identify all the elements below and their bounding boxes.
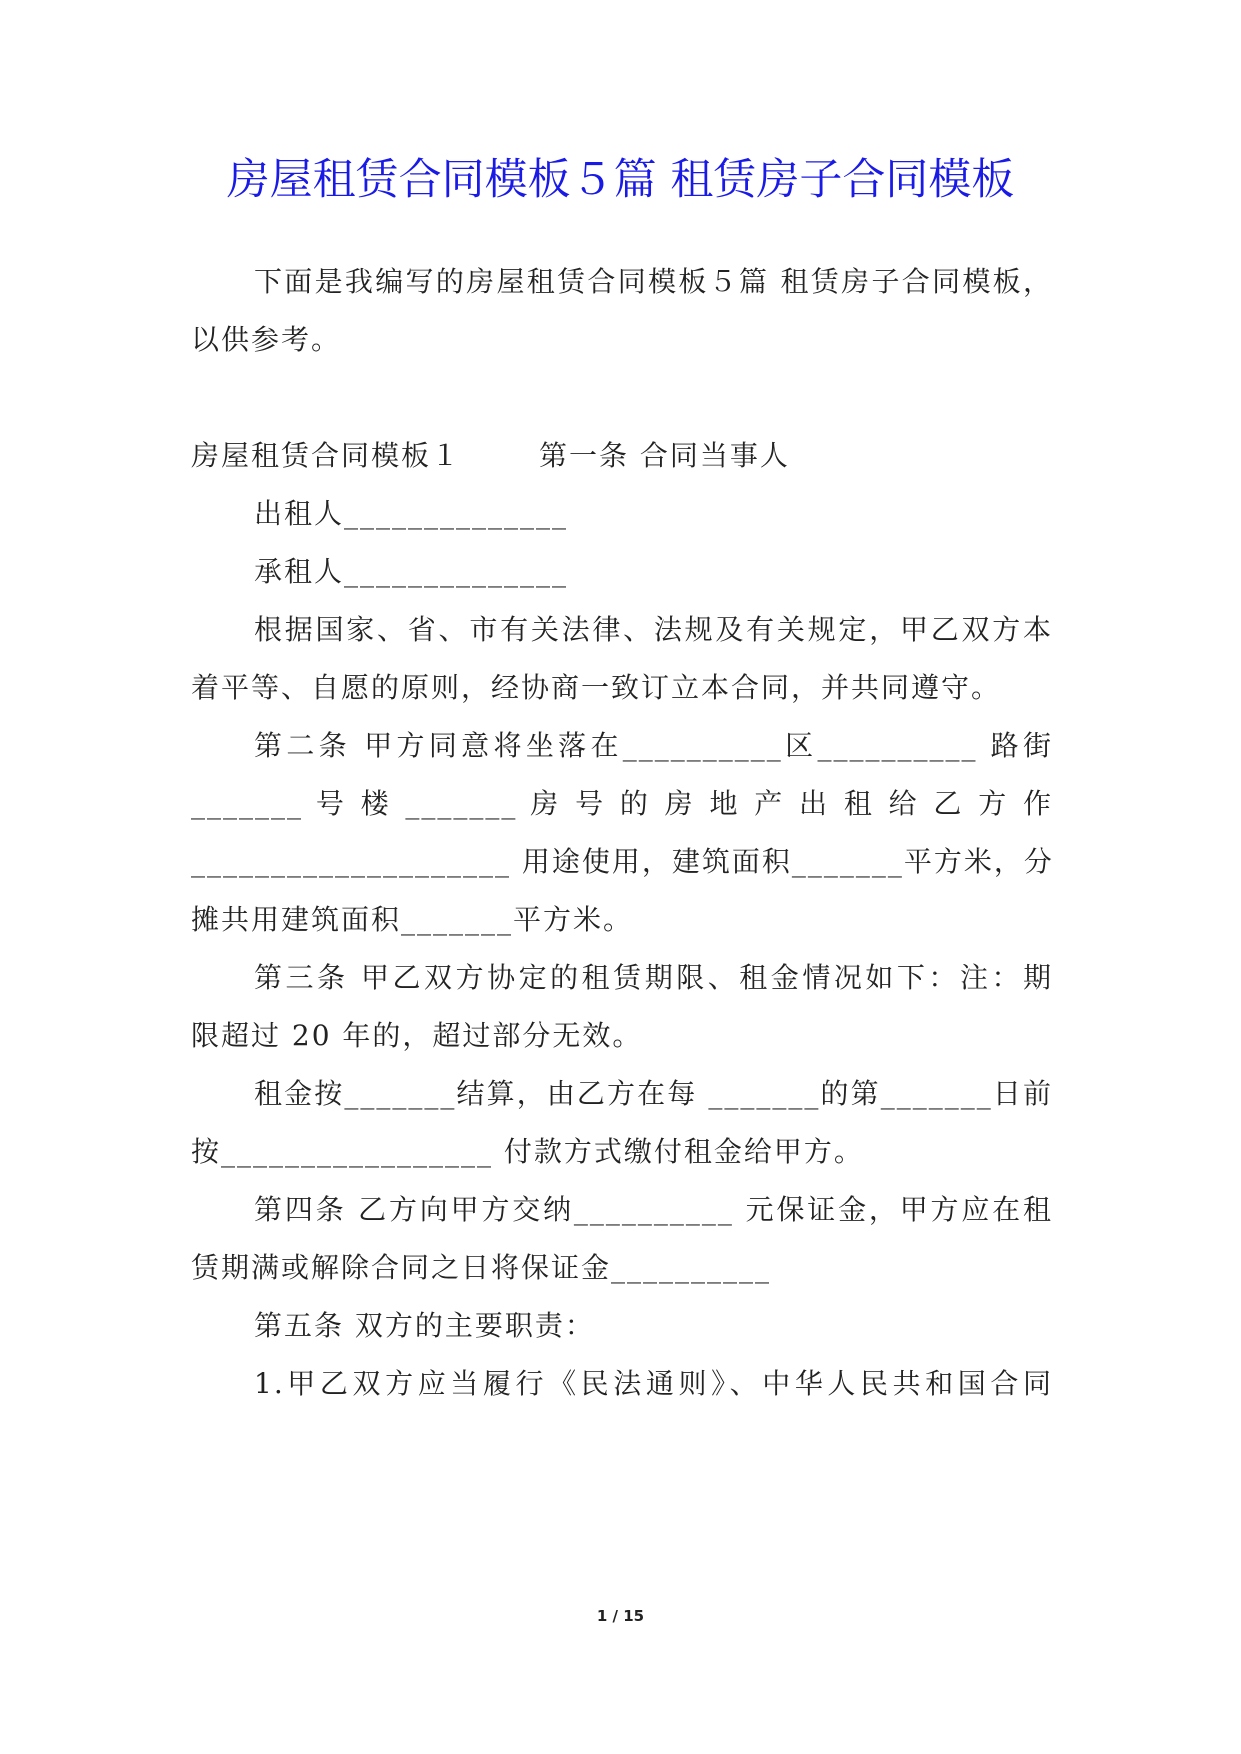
article-3-line-1: 第三条 甲乙双方协定的租赁期限、租金情况如下：注：期 xyxy=(254,961,1053,994)
article-5-heading: 第五条 双方的主要职责： xyxy=(254,1309,595,1342)
article-1-heading: 第一条 合同当事人 xyxy=(539,439,790,472)
article-2-line-2: _______ 号 楼 _______ 房 号 的 房 地 产 出 租 给 乙 方 作 xyxy=(191,787,1053,820)
article-2-line-3: ____________________ 用途使用，建筑面积_______平方米，分 xyxy=(191,845,1054,878)
document-title: 房屋租赁合同模板５篇 租赁房子合同模板 xyxy=(226,155,1015,205)
rent-line-1: 租金按_______结算，由乙方在每 _______的第_______日前 xyxy=(254,1077,1053,1110)
basis-line-1: 根据国家、省、市有关法律、法规及有关规定，甲乙双方本 xyxy=(254,613,1053,646)
article-4-line-2: 赁期满或解除合同之日将保证金__________ xyxy=(191,1251,772,1284)
intro-line-2: 以供参考。 xyxy=(191,323,342,356)
article-2-line-1: 第二条 甲方同意将坐落在__________区__________ 路街 xyxy=(254,729,1053,762)
lessor-line: 出租人______________ xyxy=(254,497,569,530)
article-5-item-1: 1.甲乙双方应当履行《民法通则》、中华人民共和国合同 xyxy=(254,1367,1053,1400)
rent-line-2: 按_________________ 付款方式缴付租金给甲方。 xyxy=(191,1135,864,1168)
page-indicator: 1 / 15 xyxy=(596,1607,645,1625)
article-4-line-1: 第四条 乙方向甲方交纳__________ 元保证金，甲方应在租 xyxy=(254,1193,1053,1226)
intro-line-1: 下面是我编写的房屋租赁合同模板５篇 租赁房子合同模板， xyxy=(254,265,1053,298)
section-heading-row xyxy=(191,436,1053,476)
article-2-line-4: 摊共用建筑面积_______平方米。 xyxy=(191,903,634,936)
article-3-line-2: 限超过 20 年的，超过部分无效。 xyxy=(191,1019,643,1052)
template-heading: 房屋租赁合同模板１ xyxy=(191,439,462,472)
lessee-line: 承租人______________ xyxy=(254,555,569,588)
basis-line-2: 着平等、自愿的原则，经协商一致订立本合同，并共同遵守。 xyxy=(191,671,1002,704)
